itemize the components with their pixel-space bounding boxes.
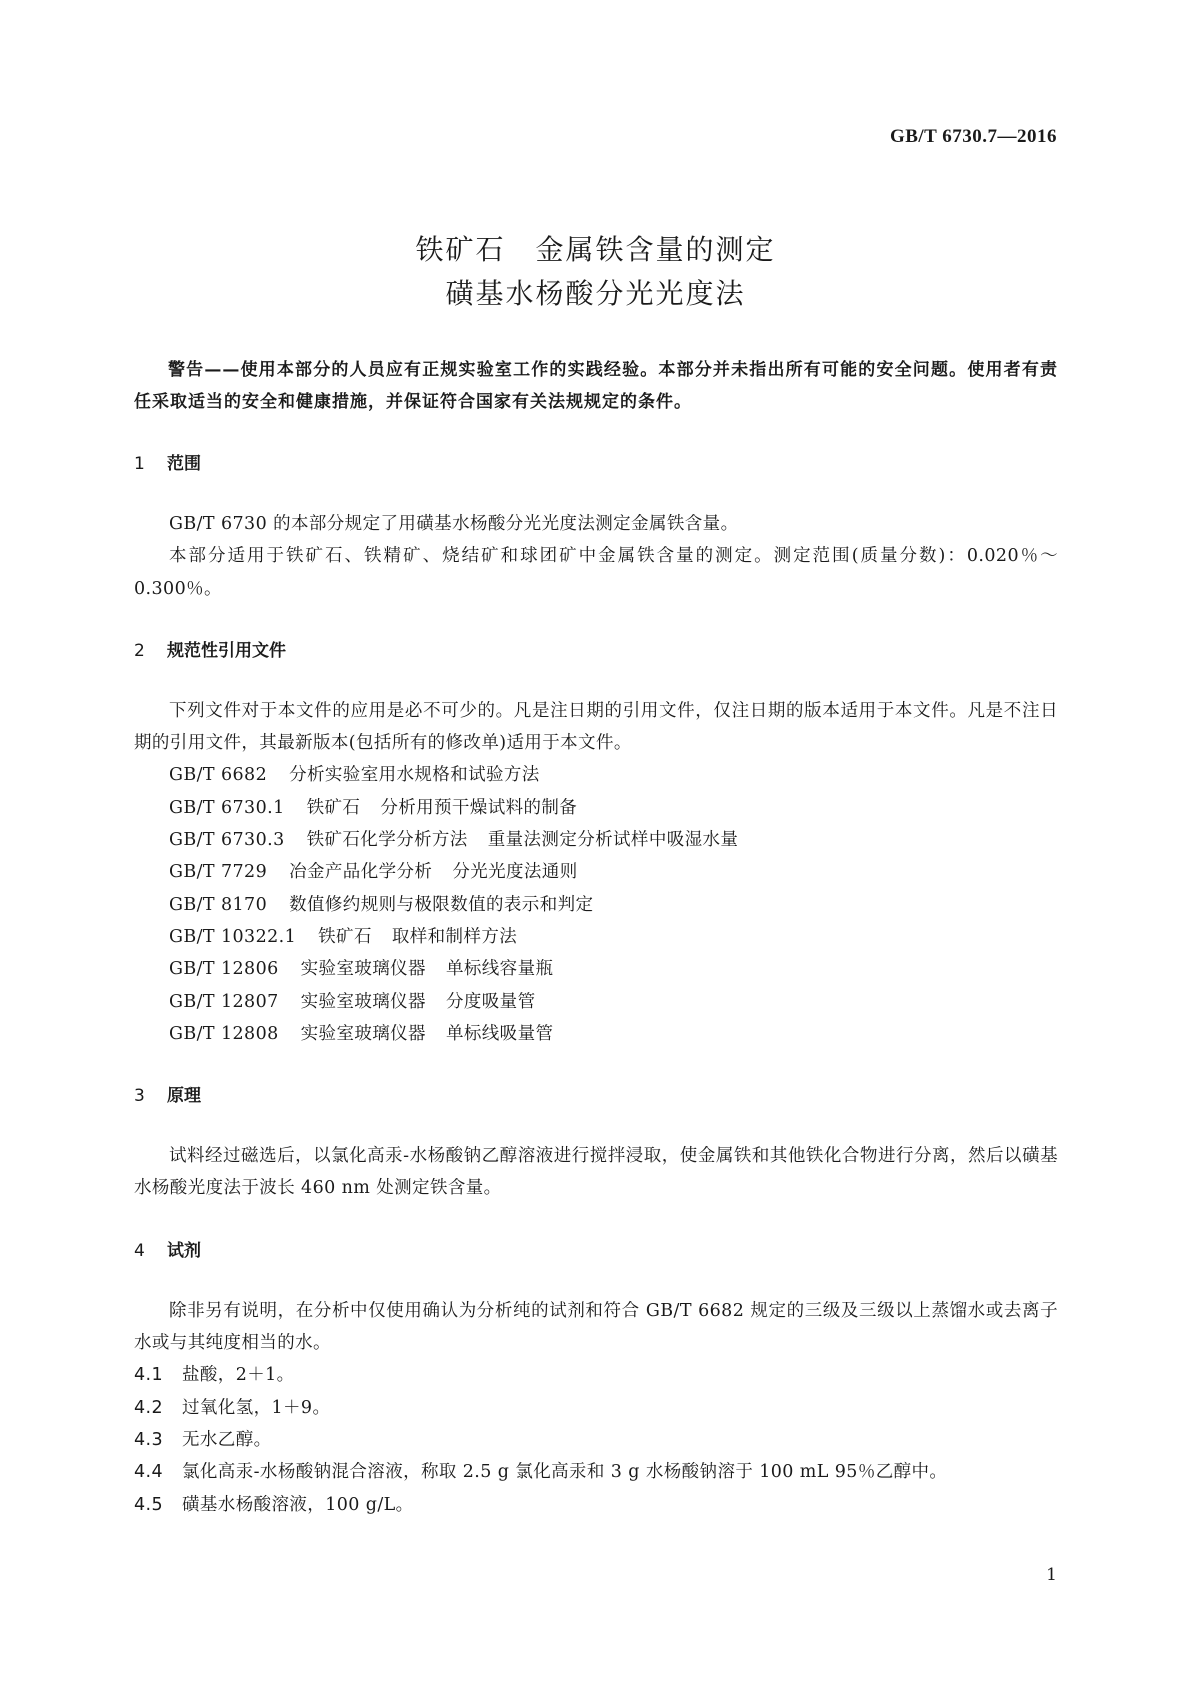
reference-item: GB/T 12808 实验室玻璃仪器 单标线吸量管 bbox=[169, 1023, 554, 1044]
document-body bbox=[134, 354, 1058, 1521]
section-4-heading bbox=[134, 1235, 1058, 1267]
reagent-item: 4.1 盐酸，2＋1。 bbox=[134, 1365, 295, 1386]
reference-item: GB/T 10322.1 铁矿石 取样和制样方法 bbox=[169, 926, 518, 947]
section-3-heading bbox=[134, 1080, 1058, 1112]
section-3-paragraph-1: 试料经过磁选后，以氯化高汞-水杨酸钠乙醇溶液进行搅拌浸取，使金属铁和其他铁化合物进行分离，然后以磺基水杨酸光度法于波长 460 nm 处测定铁含量。 bbox=[134, 1146, 1058, 1199]
reference-item: GB/T 8170 数值修约规则与极限数值的表示和判定 bbox=[169, 894, 594, 915]
reference-item: GB/T 12807 实验室玻璃仪器 分度吸量管 bbox=[169, 991, 536, 1012]
section-4-paragraph-1: 除非另有说明，在分析中仅使用确认为分析纯的试剂和符合 GB/T 6682 规定的三级及三级以上蒸馏水或去离子水或与其纯度相当的水。 bbox=[134, 1300, 1058, 1354]
reagent-item: 4.4 氯化高汞-水杨酸钠混合溶液，称取 2.5 g 氯化高汞和 3 g 水杨酸钠溶于 100 mL 95％乙醇中。 bbox=[134, 1462, 948, 1483]
section-title: 范围 bbox=[167, 454, 201, 474]
warning-paragraph: 警告——使用本部分的人员应有正规实验室工作的实践经验。本部分并未指出所有可能的安全问题。使用者有责任采取适当的安全和健康措施，并保证符合国家有关法规规定的条件。 bbox=[134, 360, 1058, 412]
reagent-item: 4.3 无水乙醇。 bbox=[134, 1429, 272, 1450]
section-2-heading bbox=[134, 635, 1058, 667]
section-2-paragraph-1: 下列文件对于本文件的应用是必不可少的。凡是注日期的引用文件，仅注日期的版本适用于本文件。凡是不注日期的引用文件，其最新版本(包括所有的修改单)适用于本文件。 bbox=[134, 700, 1058, 754]
document-title bbox=[0, 228, 1191, 316]
title-line-2: 磺基水杨酸分光光度法 bbox=[445, 277, 746, 310]
normative-references-list bbox=[134, 759, 1058, 1050]
reagent-list bbox=[134, 1359, 1058, 1520]
section-title: 规范性引用文件 bbox=[167, 640, 286, 661]
reference-item: GB/T 6730.1 铁矿石 分析用预干燥试料的制备 bbox=[169, 797, 578, 818]
reference-item: GB/T 6730.3 铁矿石化学分析方法 重量法测定分析试样中吸湿水量 bbox=[169, 830, 739, 851]
section-number: 4 bbox=[134, 1240, 145, 1261]
section-title: 试剂 bbox=[167, 1240, 201, 1261]
reference-item: GB/T 7729 冶金产品化学分析 分光光度法通则 bbox=[169, 862, 578, 883]
reagent-item: 4.2 过氧化氢，1＋9。 bbox=[134, 1397, 331, 1418]
section-number: 1 bbox=[134, 454, 145, 474]
reference-item: GB/T 6682 分析实验室用水规格和试验方法 bbox=[169, 765, 540, 786]
reagent-item: 4.5 磺基水杨酸溶液，100 g/L。 bbox=[134, 1494, 414, 1515]
section-1-heading bbox=[134, 448, 1058, 480]
section-number: 2 bbox=[134, 640, 145, 661]
section-number: 3 bbox=[134, 1086, 145, 1107]
reference-item: GB/T 12806 实验室玻璃仪器 单标线容量瓶 bbox=[169, 959, 554, 980]
section-title: 原理 bbox=[167, 1086, 201, 1107]
section-1-paragraph-2: 本部分适用于铁矿石、铁精矿、烧结矿和球团矿中金属铁含量的测定。测定范围(质量分数)：0.020％～0.300％。 bbox=[134, 546, 1058, 599]
standard-number: GB/T 6730.7—2016 bbox=[889, 126, 1057, 147]
section-1-paragraph-1: GB/T 6730 的本部分规定了用磺基水杨酸分光光度法测定金属铁含量。 bbox=[169, 514, 739, 534]
title-line-1: 铁矿石 金属铁含量的测定 bbox=[415, 233, 776, 266]
page-number: 1 bbox=[1046, 1565, 1057, 1585]
